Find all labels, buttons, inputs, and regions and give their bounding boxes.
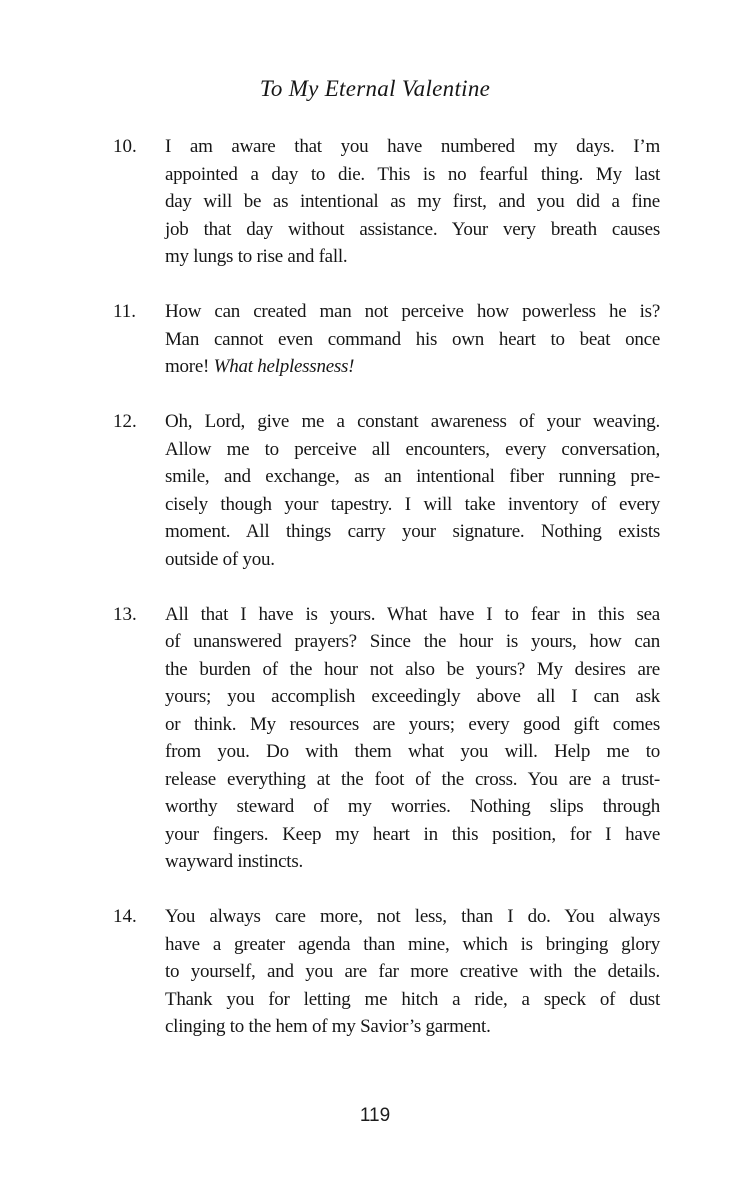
text-line: I am aware that you have numbered my days. I’m <box>165 136 660 157</box>
text-line: from you. Do with them what you will. Help me to <box>165 741 660 762</box>
text-line: worthy steward of my worries. Nothing slips through <box>165 796 660 817</box>
list-item <box>113 903 750 1041</box>
text-line: day will be as intentional as my first, and you did a fine <box>165 191 660 212</box>
text-line: moment. All things carry your signature. Nothing exists <box>165 521 660 542</box>
text-line: the burden of the hour not also be yours? My desires are <box>165 658 660 680</box>
text-line: of unanswered prayers? Since the hour is yours, how can <box>165 631 660 652</box>
text-line: appointed a day to die. This is no fearful thing. My last <box>165 163 660 185</box>
list-item-number: 12. <box>113 411 137 432</box>
list-item-text <box>165 298 660 381</box>
text-line: clinging to the hem of my Savior’s garment. <box>165 1016 491 1037</box>
list-item-number: 13. <box>113 603 137 625</box>
text-line: smile, and exchange, as an intentional fiber running pre- <box>165 466 660 487</box>
list-item-text <box>165 408 660 573</box>
text-line: job that day without assistance. Your very breath causes <box>165 218 660 240</box>
list-item <box>113 408 750 573</box>
page-number: 119 <box>359 1104 391 1126</box>
text-line: Man cannot even command his own heart to beat once <box>165 328 660 350</box>
numbered-list <box>0 133 750 1041</box>
list-item-number: 14. <box>113 906 137 927</box>
text-line: outside of you. <box>165 548 275 570</box>
list-item <box>113 133 750 271</box>
page-title: To My Eternal Valentine <box>259 76 491 101</box>
text-line: Thank you for letting me hitch a ride, a speck of dust <box>165 988 660 1010</box>
text-line: Oh, Lord, give me a constant awareness of your weaving. <box>165 411 660 432</box>
text-line: or think. My resources are yours; every good gift comes <box>165 713 660 735</box>
text-line: How can created man not perceive how powerless he is? <box>165 301 660 322</box>
text-line: cisely though your tapestry. I will take inventory of every <box>165 493 660 515</box>
text-line: You always care more, not less, than I do. You always <box>165 906 660 927</box>
list-item-number: 10. <box>113 136 137 157</box>
text-line: All that I have is yours. What have I to fear in this sea <box>165 603 660 625</box>
list-item <box>113 298 750 381</box>
text-line: my lungs to rise and fall. <box>165 246 348 267</box>
list-item <box>113 601 750 876</box>
text-line: Allow me to perceive all encounters, every conversation, <box>165 438 660 460</box>
text-line: release everything at the foot of the cross. You are a trust- <box>165 768 660 790</box>
list-item-number: 11. <box>113 301 137 322</box>
list-item-text <box>165 601 660 876</box>
text-line: wayward instincts. <box>165 851 303 872</box>
text-line: your fingers. Keep my heart in this position, for I have <box>165 823 660 845</box>
list-item-text <box>165 133 660 271</box>
text-line: yours; you accomplish exceedingly above all I can ask <box>165 686 660 707</box>
text-line: have a greater agenda than mine, which is bringing glory <box>165 933 660 955</box>
list-item-text <box>165 903 660 1041</box>
text-line: to yourself, and you are far more creative with the details. <box>165 961 660 982</box>
text-line: more! What helplessness! <box>165 356 355 377</box>
